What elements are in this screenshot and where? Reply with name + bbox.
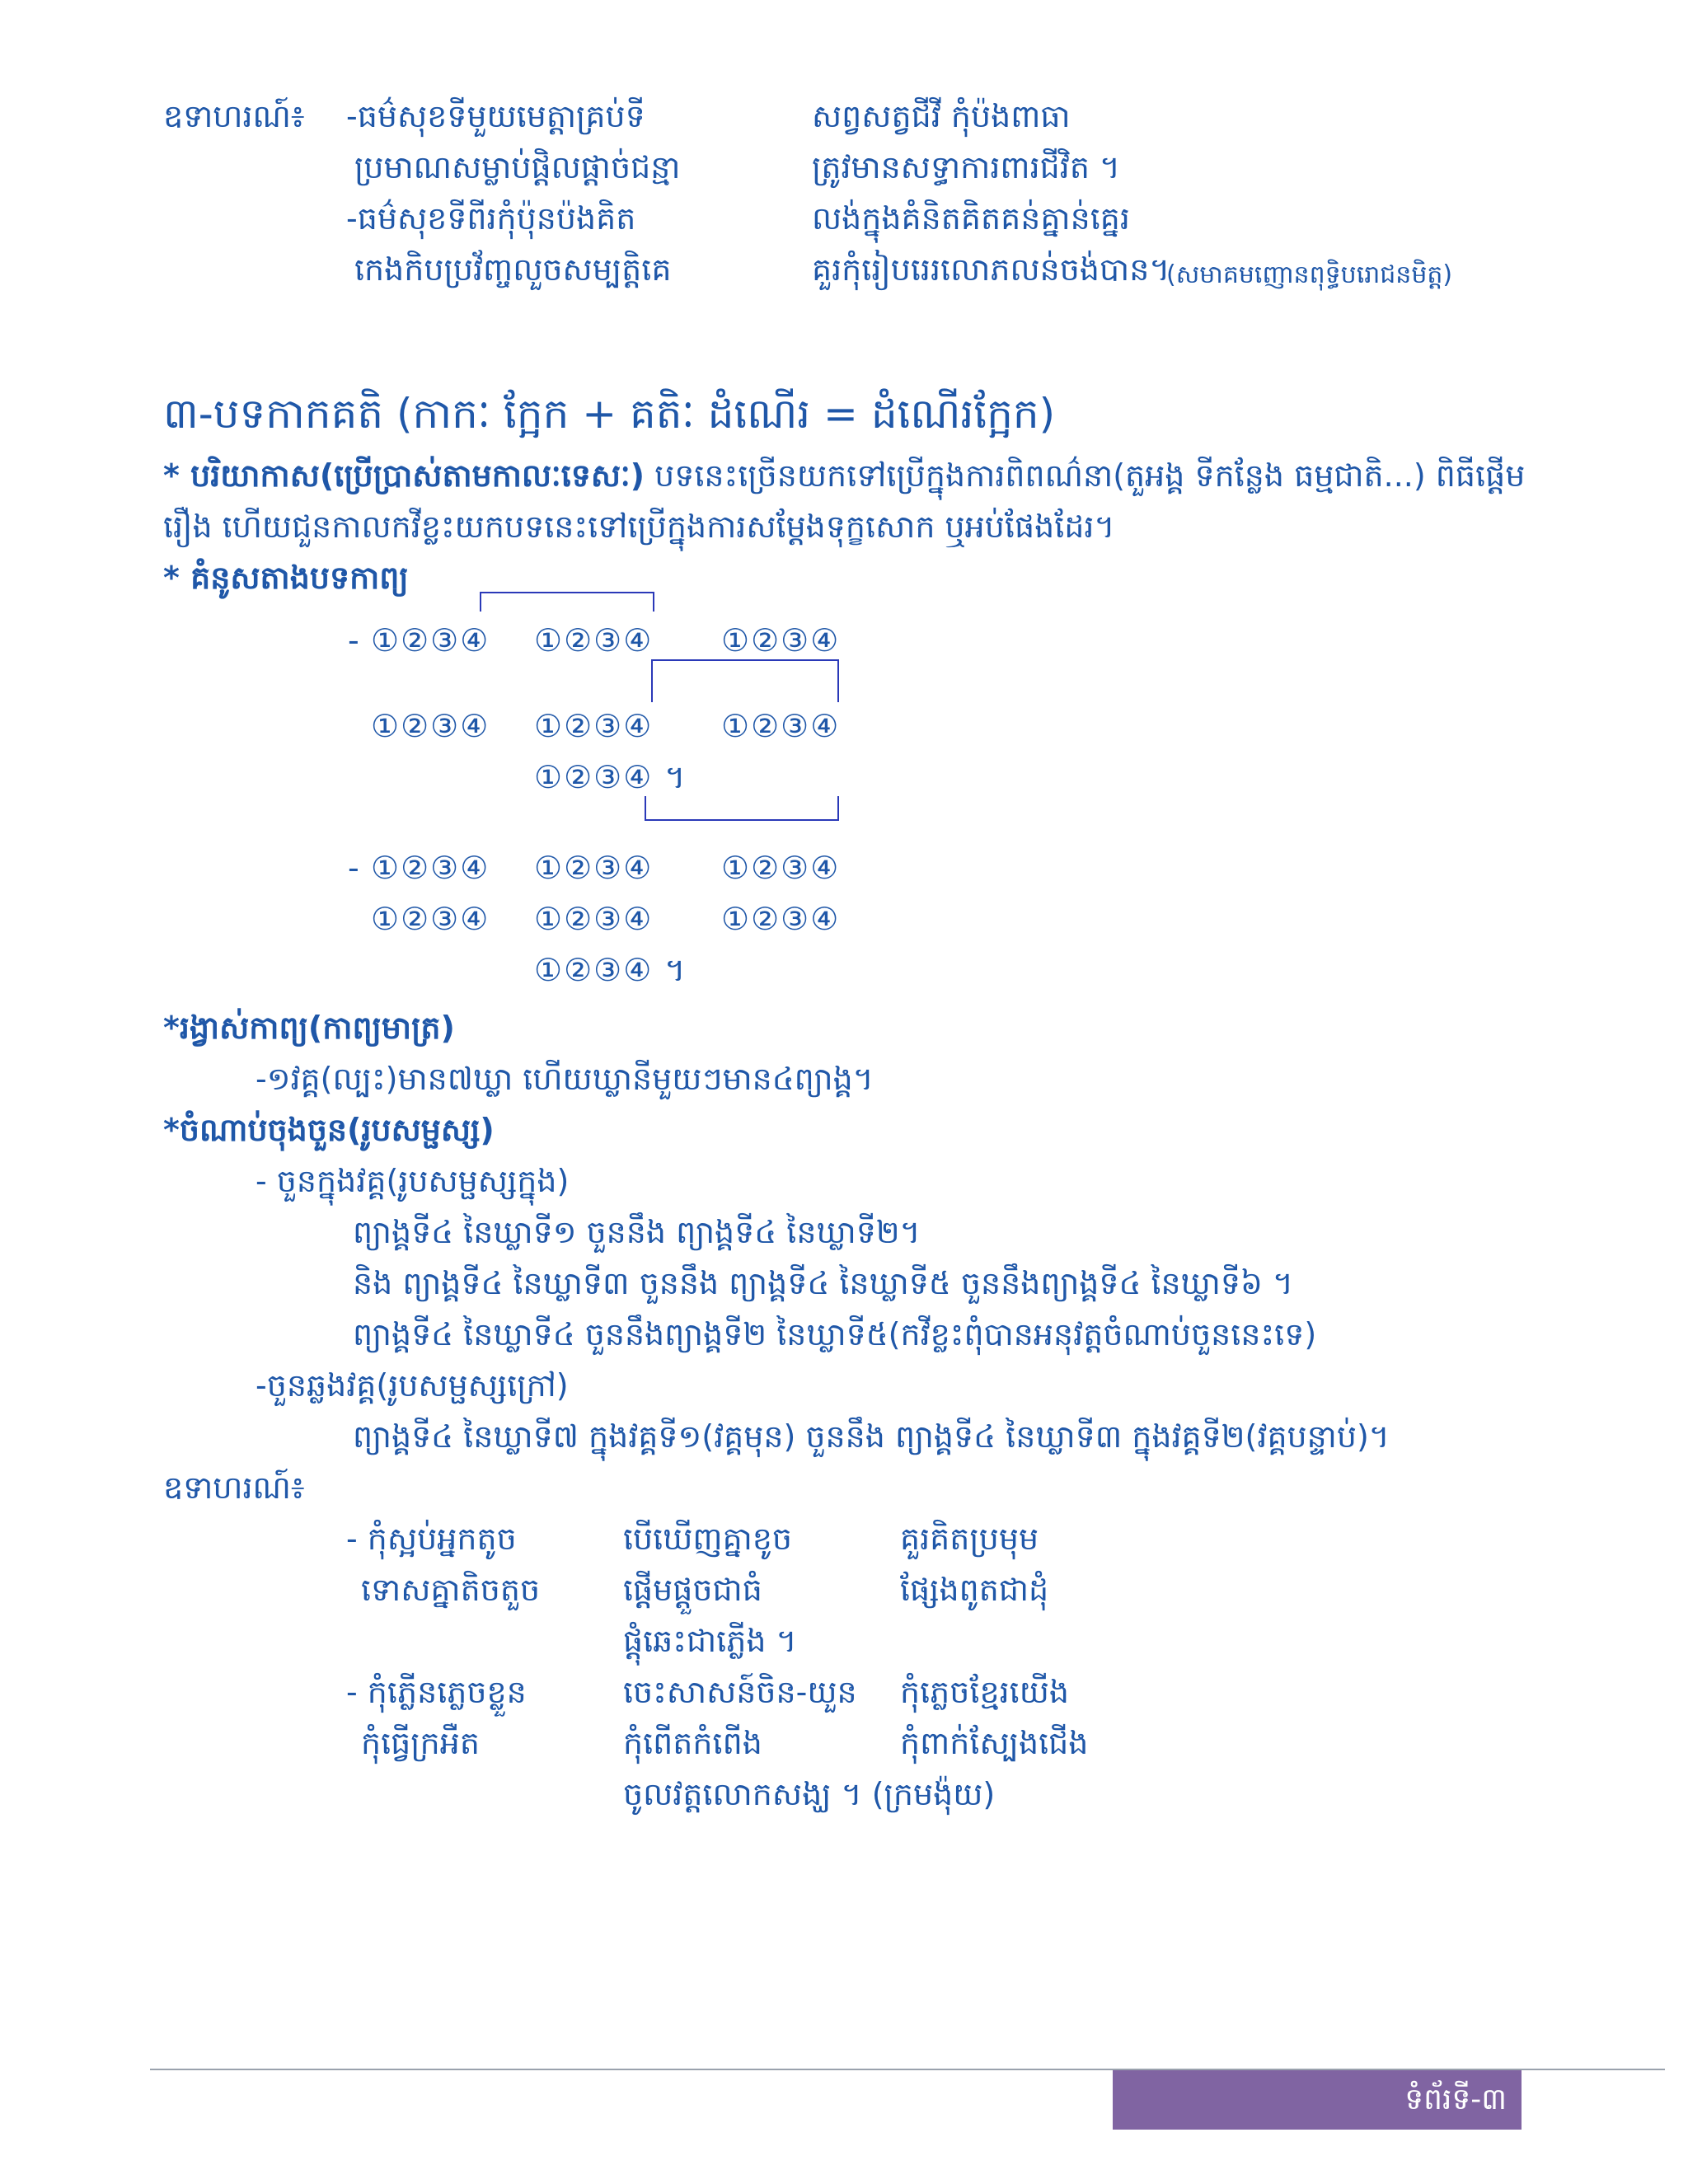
- example2-line: កុំពាក់ស្បែងជើង: [900, 1725, 1089, 1761]
- pattern-end: ①②③④ ។: [534, 759, 687, 795]
- rhyme-inner-line-3: ព្យាង្គទី៤ នៃឃ្លាទី៤ ចួននឹងព្យាង្គទី២ នៃឃ្លាទី៥(កវីខ្លះពុំបានអនុវត្តចំណាប់ចួននេះទេ): [353, 1316, 1317, 1352]
- example2-line: កុំភ្លេចខ្មែរយើង: [900, 1674, 1070, 1710]
- example1-left-line-2: ប្រមាណសម្លាប់ផ្តិលផ្តាច់ជន្មា: [354, 149, 681, 185]
- pattern-group: ①②③④: [534, 850, 654, 886]
- example1-label: ឧទាហរណ៍៖: [163, 98, 305, 134]
- example2-line: ទោសគ្នាតិចតួច: [361, 1572, 541, 1608]
- example2-line: បើឃើញគ្នាខូច: [623, 1521, 793, 1557]
- rhyme-label: *ចំណាប់ចុងចួន(រូបសម្ផស្ស): [163, 1112, 495, 1148]
- rhyme-inner-line-1: ព្យាង្គទី៤ នៃឃ្លាទី១ ចួននឹង ព្យាង្គទី៤ នៃឃ្លាទី២។: [353, 1214, 921, 1250]
- example2-line: ចេះសាសន៍ចិន-យួន: [623, 1674, 857, 1710]
- example1-source: (សមាគមញោនពុទ្ធិបរោជនមិត្ត): [1166, 260, 1453, 289]
- pattern-group: ①②③④: [371, 622, 490, 658]
- rhyme-outer-label: -ចួនឆ្លងវគ្គ(រូបសម្ផស្សក្រៅ): [256, 1367, 569, 1404]
- example1-left-line-4: កេងកិបប្រវ័ញ្ចលួចសម្បត្តិគេ: [354, 251, 672, 288]
- pattern-group: ①②③④: [371, 901, 490, 937]
- example2-line: កុំពើតកំពើង: [623, 1725, 762, 1761]
- pattern-group: ①②③④: [534, 901, 654, 937]
- rhyme-bracket-2: [651, 659, 839, 702]
- pattern-group: ①②③④: [721, 708, 841, 744]
- example2-line: ផ្សែងពូតជាដុំ: [900, 1572, 1049, 1608]
- pattern-group: ①②③④: [534, 622, 654, 658]
- usage-text-2: រឿង ហើយជួនកាលកវីខ្លះយកបទនេះទៅប្រើក្នុងការសម្តែងទុក្ខសោក ឬអប់ផែងដែរ។: [163, 509, 1115, 545]
- pattern-group: ①②③④: [721, 622, 841, 658]
- example2-line: - កុំភ្លើនភ្លេចខ្លួន: [346, 1674, 527, 1710]
- pattern-group: ①②③④: [371, 850, 490, 886]
- rhyme-bracket-3: [645, 796, 839, 821]
- pattern-dash-1: -: [348, 622, 361, 658]
- page-number: ទំព័រទី-៣: [1404, 2083, 1507, 2116]
- usage-text: បទនេះច្រើនយកទៅប្រើក្នុងការពិពណ៌នា(តួអង្គ ទីកន្លែង ធម្មជាតិ...) ពិធីផ្តើម: [654, 457, 1526, 494]
- rhyme-outer-line: ព្យាង្គទី៤ នៃឃ្លាទី៧ ក្នុងវគ្គទី១(វគ្គមុន) ចួននឹង ព្យាង្គទី៤ នៃឃ្លាទី៣ ក្នុងវគ្គទី២(វគ្គបន្ទាប់)។: [353, 1418, 1390, 1455]
- rhyme-inner-label: - ចួនក្នុងវគ្គ(រូបសម្ផស្សក្នុង): [256, 1163, 570, 1199]
- pattern-group: ①②③④: [721, 901, 841, 937]
- example1-left-line-3: -ធម៌សុខទីពីរកុំប៉ុនប៉ងគិត: [346, 200, 636, 237]
- pattern-dash-2: -: [348, 850, 361, 886]
- example1-right-line-2: ត្រូវមានសទ្ធាការពារជីវិត ។: [812, 149, 1121, 185]
- example1-right-line-3: លង់ក្នុងគំនិតគិតគន់គ្នាន់គ្នេរ: [812, 200, 1130, 237]
- example2-line: ផ្តុំឆេះជាភ្លើង ។: [623, 1623, 797, 1659]
- rhyme-bracket-1: [480, 592, 654, 612]
- example2-line: គួរគិតប្រមុម: [900, 1521, 1039, 1557]
- example2-line: ចូលវត្តលោកសង្ឃ ។ (ក្រមង៉ុយ): [623, 1776, 996, 1812]
- footer-bar: [1113, 2070, 1522, 2130]
- pattern-group: ①②③④: [721, 850, 841, 886]
- usage-label: * បរិយាកាស(ប្រើប្រាស់តាមកាលៈទេសៈ): [163, 457, 645, 494]
- example2-line: ផ្តើមផ្តួចជាធំ: [623, 1572, 762, 1608]
- example2-line: - កុំស្អប់អ្នកតូច: [346, 1521, 517, 1557]
- example1-right-line-1: សព្វសត្វជីវី កុំប៉ងពាធា: [812, 98, 1071, 134]
- pattern-group: ①②③④: [371, 708, 490, 744]
- example2-line: កុំធ្វើក្រអឺត: [361, 1725, 480, 1761]
- example1-right-line-4: គួរកុំរៀបរេរលោភលន់ចង់បាន។: [812, 251, 1170, 288]
- meter-label: *រង្វាស់កាព្យ(កាព្យមាត្រ): [163, 1010, 455, 1046]
- model-label: * គំនូសតាងបទកាព្យ: [163, 560, 409, 596]
- rhyme-inner-line-2: និង ព្យាង្គទី៤ នៃឃ្លាទី៣ ចួននឹង ព្យាង្គទី៤ នៃឃ្លាទី៥ ចួននឹងព្យាង្គទី៤ នៃឃ្លាទី៦ ។: [353, 1265, 1294, 1301]
- example2-label: ឧទាហរណ៍៖: [163, 1469, 305, 1506]
- section-heading: ៣-បទកាកគតិ (កាកៈ ក្អែក + គតិៈ ដំណើរ = ដំណើរក្អែក): [163, 390, 1056, 438]
- pattern-end: ①②③④ ។: [534, 952, 687, 988]
- example1-left-line-1: -ធម៌សុខទីមួយមេត្តាគ្រប់ទី: [346, 98, 645, 134]
- meter-text: -១វគ្គ(ល្បះ)មាន៧ឃ្លា ហើយឃ្លានីមួយៗមាន៤ព្យាង្គ។: [256, 1061, 874, 1097]
- pattern-group: ①②③④: [534, 708, 654, 744]
